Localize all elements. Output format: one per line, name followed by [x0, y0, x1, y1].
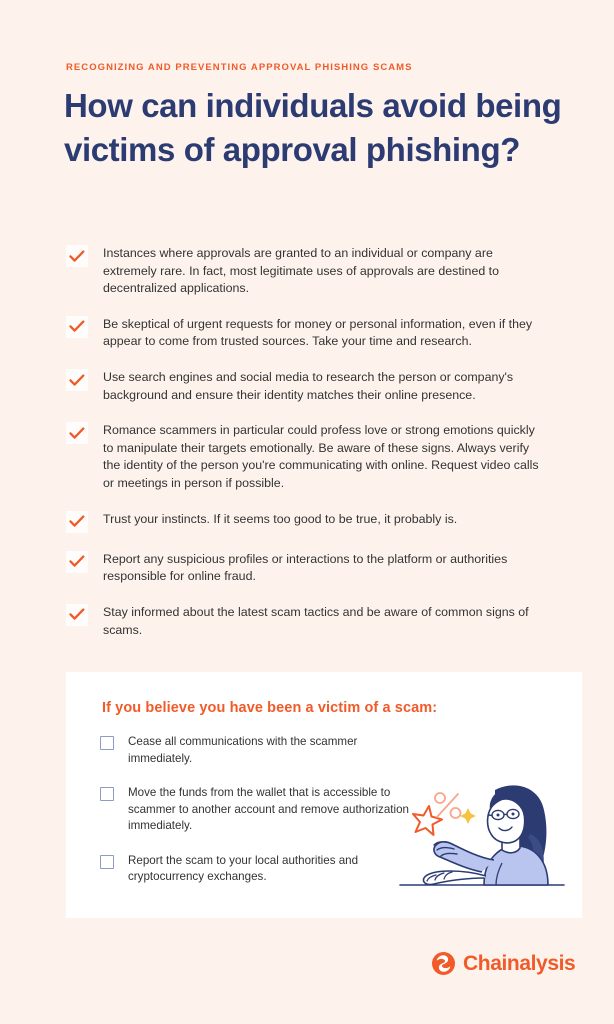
check-icon: [66, 511, 88, 533]
empty-checkbox-icon[interactable]: [100, 855, 114, 869]
chainalysis-logo: [432, 952, 575, 975]
resting-hand: [423, 871, 486, 885]
eyebrow-label: RECOGNIZING AND PREVENTING APPROVAL PHISHING SCAMS: [66, 62, 413, 73]
page-title: How can individuals avoid being victims of approval phishing?: [64, 87, 562, 168]
pointing-arm: [434, 842, 494, 872]
list-item-text: Report the scam to your local authorities and cryptocurrency exchanges.: [128, 853, 359, 884]
list-item-text: Cease all communications with the scammer immediately.: [128, 735, 358, 765]
check-icon: [66, 316, 88, 338]
check-icon: [66, 551, 88, 573]
empty-checkbox-icon[interactable]: [100, 787, 114, 801]
victim-action-checklist: [100, 734, 420, 904]
list-item-text: Move the funds from the wallet that is accessible to scammer to another account and remove authorization immediately.: [128, 786, 409, 833]
advice-checklist: [66, 244, 546, 656]
empty-checkbox-icon[interactable]: [100, 736, 114, 750]
woman-pointing-illustration: [398, 768, 566, 898]
check-icon: [66, 422, 88, 444]
check-icon: [66, 245, 88, 267]
list-item-text: Romance scammers in particular could profess love or strong emotions quickly to manipulate their targets emotionally. Be aware of these signs. Always verify the identity of the person you're communicating with online. Request video calls or meetings in person if possible.: [103, 423, 539, 491]
list-item-text: Report any suspicious profiles or interactions to the platform or authorities responsible for online fraud.: [103, 551, 508, 584]
list-item-text: Stay informed about the latest scam tactics and be aware of common signs of scams.: [103, 604, 529, 637]
list-item: [66, 421, 546, 492]
list-item-text: Instances where approvals are granted to an individual or company are extremely rare. In fact, most legitimate uses of approvals are destined to decentralized applications.: [103, 246, 499, 296]
list-item: [66, 315, 546, 351]
list-item: [66, 550, 546, 586]
list-item-text: Be skeptical of urgent requests for money or personal information, even if they appear to come from trusted sources. Take your time and research.: [103, 316, 533, 349]
star-symbol: [413, 806, 442, 835]
list-item: [66, 244, 546, 298]
check-icon: [66, 369, 88, 391]
list-item: [100, 785, 420, 835]
list-item: [100, 734, 420, 767]
list-item-text: Trust your instincts. If it seems too good to be true, it probably is.: [103, 511, 458, 526]
brand-name: Chainalysis: [463, 952, 576, 975]
list-item: [66, 603, 546, 639]
list-item: [100, 853, 420, 886]
list-item: [66, 510, 546, 533]
check-icon: [66, 604, 88, 626]
list-item-text: Use search engines and social media to research the person or company's background and ensure their identity matches their online presence.: [103, 370, 514, 402]
percent-symbol: [435, 793, 461, 818]
sparkle-symbol: [460, 808, 476, 824]
victim-action-card: [66, 672, 582, 918]
chainalysis-logo-icon: [432, 952, 455, 975]
card-title: If you believe you have been a victim of a scam:: [102, 700, 438, 716]
list-item: [66, 368, 546, 404]
